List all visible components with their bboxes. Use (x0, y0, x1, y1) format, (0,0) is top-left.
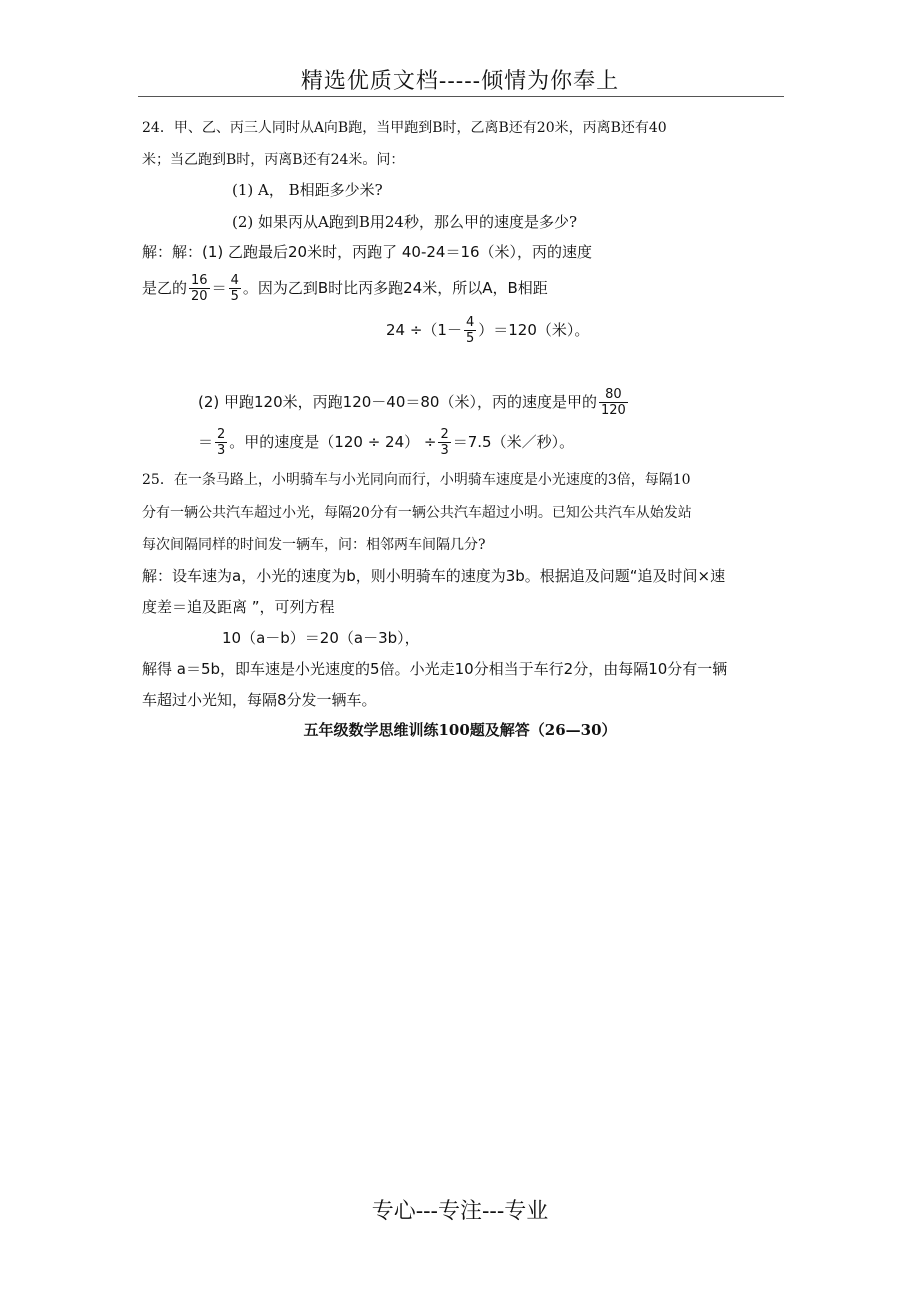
q24-solution-line-2 (142, 270, 548, 306)
fraction-numerator: 16 (191, 273, 208, 288)
equals-sign: ＝ (211, 279, 227, 297)
q25-line-1: 25．在一条马路上，小明骑车与小光同向而行，小明骑车速度是小光速度的3倍，每隔10 (142, 472, 691, 488)
q25-line-2: 分有一辆公共汽车超过小光，每隔20分有一辆公共汽车超过小明。已知公共汽车从始发站 (142, 505, 692, 521)
fraction-numerator: 4 (465, 315, 475, 330)
page-header: 精选优质文档-----倾情为你奉上 (300, 69, 620, 94)
fraction-16-20 (189, 273, 210, 304)
q25-solution-line-1: 解：设车速为a，小光的速度为b，则小明骑车的速度为3b。根据追及问题“追及时间×速 (142, 567, 726, 585)
q24-solution-line-1: 解：解：(1) 乙跑最后20米时，丙跑了 40-24＝16（米），丙的速度 (142, 243, 593, 261)
q25-solution-line-5: 车超过小光知，每隔8分发一辆车。 (142, 691, 377, 709)
q24-solution-line-5 (198, 424, 574, 460)
q24-subquestion-2: (2) 如果丙从A跑到B用24秒，那么甲的速度是多少? (232, 213, 578, 231)
fraction-4-5 (464, 315, 476, 346)
page-footer: 专心---专注---专业 (371, 1199, 549, 1224)
q24-sol3-suffix: ）＝120（米）。 (478, 321, 590, 339)
q24-sol4-prefix: (2) 甲跑120米，丙跑120－40＝80（米），丙的速度是甲的 (198, 393, 597, 411)
fraction-denominator: 5 (465, 331, 475, 346)
q24-solution-line-3 (386, 312, 589, 348)
fraction-numerator: 80 (599, 387, 628, 403)
fraction-numerator: 2 (217, 427, 226, 442)
fraction-numerator: 2 (440, 427, 449, 442)
q24-subquestion-1: (1) A， B相距多少米? (232, 181, 383, 199)
fraction-denominator: 20 (191, 289, 208, 304)
fraction-denominator: 3 (440, 443, 449, 458)
fraction-denominator: 5 (230, 289, 239, 304)
q25-solution-line-4: 解得 a＝5b，即车速是小光速度的5倍。小光走10分相当于车行2分，由每隔10分有一辆 (142, 660, 728, 678)
fraction-80-120 (599, 387, 628, 418)
fraction-denominator: 120 (600, 403, 626, 418)
section-title: 五年级数学思维训练100题及解答（26—30） (303, 721, 617, 739)
fraction-2-3 (438, 427, 450, 458)
q25-line-3: 每次间隔同样的时间发一辆车，问：相邻两车间隔几分? (142, 537, 486, 553)
q24-sol3-prefix: 24 ÷（1－ (386, 321, 462, 339)
q24-sol5-prefix: ＝ (198, 433, 214, 451)
q24-sol2-suffix: 。因为乙到B时比丙多跑24米，所以A，B相距 (242, 279, 548, 297)
q24-line-2: 米；当乙跑到B时，丙离B还有24米。问： (142, 152, 405, 168)
q24-sol5-suffix: ＝7.5（米／秒）。 (452, 433, 575, 451)
q24-solution-line-4 (198, 384, 630, 420)
fraction-numerator: 4 (230, 273, 239, 288)
q24-sol2-prefix: 是乙的 (142, 279, 188, 297)
fraction-2-3 (215, 427, 227, 458)
q24-line-1: 24．甲、乙、丙三人同时从A向B跑，当甲跑到B时，乙离B还有20米，丙离B还有40 (142, 120, 667, 136)
header-divider (138, 96, 784, 97)
q24-sol5-middle: 。甲的速度是（120 ÷ 24） ÷ (229, 433, 437, 451)
q25-equation: 10（a－b）＝20（a－3b）， (222, 629, 420, 647)
fraction-4-5 (229, 273, 241, 304)
fraction-denominator: 3 (217, 443, 226, 458)
q25-solution-line-2: 度差＝追及距离 ”，可列方程 (142, 598, 335, 616)
